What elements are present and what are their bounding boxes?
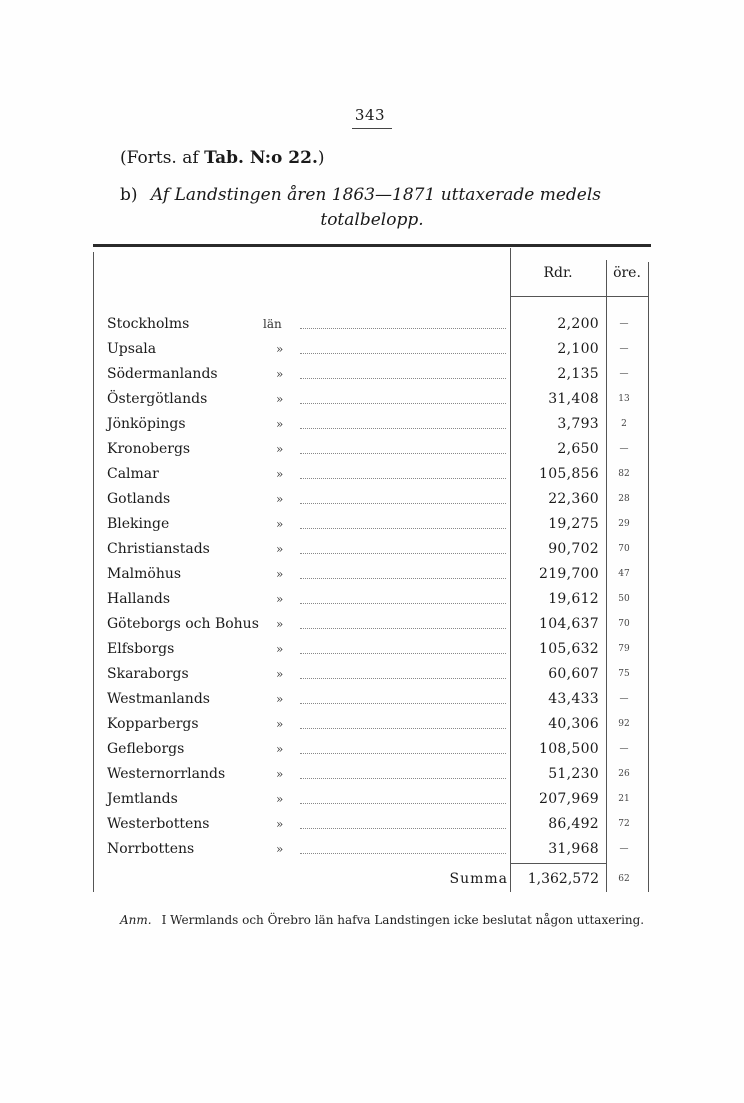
ore-value: 2: [621, 419, 627, 429]
county-name: Hallands: [107, 591, 171, 607]
footnote: [120, 912, 660, 929]
leader-dots: [300, 437, 506, 454]
leader-dots: [300, 487, 506, 504]
ditto-mark: »: [276, 667, 284, 681]
rdr-value: 3,793: [557, 416, 599, 432]
leader-dots: [300, 787, 506, 804]
table-row: [0, 687, 744, 712]
header-rdr: Rdr.: [543, 265, 573, 281]
leader-dots: [300, 587, 506, 604]
ore-value: 75: [618, 669, 630, 679]
rdr-value: 22,360: [548, 491, 599, 507]
leader-dots: [300, 412, 506, 429]
rdr-value: 31,408: [548, 391, 599, 407]
leader-dots: [300, 462, 506, 479]
rdr-value: 31,968: [548, 841, 599, 857]
summa-rule: [510, 863, 606, 864]
county-name: Gotlands: [107, 491, 171, 507]
rdr-value: 2,650: [557, 441, 599, 457]
ditto-mark: »: [276, 642, 284, 656]
rdr-value: 19,612: [548, 591, 599, 607]
ore-value: —: [619, 694, 629, 704]
ditto-mark: »: [276, 392, 284, 406]
leader-dots: [300, 687, 506, 704]
table-row: [0, 362, 744, 387]
ore-value: —: [619, 369, 629, 379]
ore-value: —: [619, 344, 629, 354]
page-number-rule: [352, 128, 392, 129]
rdr-value: 2,200: [557, 316, 599, 332]
ore-value: 82: [618, 469, 630, 479]
county-name: Elfsborgs: [107, 641, 175, 657]
county-name: Westernorrlands: [107, 766, 226, 782]
rdr-value: 90,702: [548, 541, 599, 557]
rdr-value: 19,275: [548, 516, 599, 532]
ore-value: 70: [618, 544, 630, 554]
leader-dots: [300, 537, 506, 554]
county-name: Södermanlands: [107, 366, 218, 382]
ore-value: —: [619, 444, 629, 454]
ditto-mark: »: [276, 767, 284, 781]
ore-value: 26: [618, 769, 630, 779]
table-row: [0, 587, 744, 612]
table-top-rule: [93, 244, 651, 247]
footnote-text: I Wermlands och Örebro län hafva Landstingen icke beslutat någon uttaxering.: [161, 913, 645, 927]
table-row: [0, 812, 744, 837]
ditto-mark: »: [276, 517, 284, 531]
leader-dots: [300, 662, 506, 679]
ditto-mark: »: [276, 542, 284, 556]
leader-dots: [300, 362, 506, 379]
page-number: 343: [354, 106, 386, 124]
rdr-value: 105,856: [539, 466, 599, 482]
ditto-mark: »: [276, 367, 284, 381]
continuation-suffix: ): [317, 148, 325, 168]
footnote-label: Anm.: [120, 913, 152, 927]
ore-value: 79: [618, 644, 630, 654]
ore-value: 13: [618, 394, 630, 404]
ore-value: 29: [618, 519, 630, 529]
ditto-mark: »: [276, 567, 284, 581]
rdr-value: 40,306: [548, 716, 599, 732]
ditto-mark: »: [276, 742, 284, 756]
table-row: [0, 387, 744, 412]
ditto-mark: »: [276, 817, 284, 831]
continuation-heading: [120, 148, 325, 168]
table-row: [0, 762, 744, 787]
county-name: Calmar: [107, 466, 159, 482]
caption-line-2: totalbelopp.: [320, 210, 424, 230]
ore-value: 50: [618, 594, 630, 604]
ore-value: 47: [618, 569, 630, 579]
county-name: Göteborgs och Bohus: [107, 616, 259, 632]
rdr-value: 43,433: [548, 691, 599, 707]
county-name: Jönköpings: [107, 416, 186, 432]
table-row: [0, 512, 744, 537]
rdr-value: 108,500: [539, 741, 599, 757]
rdr-value: 2,100: [557, 341, 599, 357]
county-name: Kronobergs: [107, 441, 191, 457]
continuation-prefix: (Forts. af: [120, 148, 205, 168]
ore-value: —: [619, 844, 629, 854]
table-row: [0, 662, 744, 687]
rdr-value: 219,700: [539, 566, 599, 582]
ore-value: 72: [618, 819, 630, 829]
leader-dots: [300, 837, 506, 854]
header-rule: [510, 296, 648, 297]
ditto-mark: »: [276, 717, 284, 731]
county-name: Skaraborgs: [107, 666, 189, 682]
lan-label: län: [263, 317, 282, 331]
ditto-mark: »: [276, 592, 284, 606]
county-name: Kopparbergs: [107, 716, 199, 732]
county-name: Gefleborgs: [107, 741, 185, 757]
table-row: [0, 637, 744, 662]
caption-line-1: [120, 185, 601, 205]
leader-dots: [300, 337, 506, 354]
leader-dots: [300, 637, 506, 654]
ore-value: 21: [618, 794, 630, 804]
county-name: Östergötlands: [107, 391, 208, 407]
ore-value: 70: [618, 619, 630, 629]
table-row: [0, 612, 744, 637]
table-row: [0, 837, 744, 862]
rdr-value: 207,969: [539, 791, 599, 807]
county-name: Christianstads: [107, 541, 210, 557]
ditto-mark: »: [276, 842, 284, 856]
ditto-mark: »: [276, 692, 284, 706]
county-name: Westerbottens: [107, 816, 210, 832]
ore-value: —: [619, 744, 629, 754]
rdr-value: 2,135: [557, 366, 599, 382]
table-row: [0, 537, 744, 562]
summa-rdr: 1,362,572: [527, 871, 599, 887]
leader-dots: [300, 812, 506, 829]
county-name: Upsala: [107, 341, 157, 357]
leader-dots: [300, 387, 506, 404]
leader-dots: [300, 312, 506, 329]
table-row: [0, 312, 744, 337]
rdr-value: 60,607: [548, 666, 599, 682]
ditto-mark: »: [276, 417, 284, 431]
ore-value: 28: [618, 494, 630, 504]
ditto-mark: »: [276, 442, 284, 456]
leader-dots: [300, 512, 506, 529]
county-name: Norrbottens: [107, 841, 195, 857]
rdr-value: 104,637: [539, 616, 599, 632]
rdr-value: 105,632: [539, 641, 599, 657]
county-name: Blekinge: [107, 516, 170, 532]
caption-text: Af Landstingen åren 1863—1871 uttaxerade medels: [150, 185, 601, 205]
leader-dots: [300, 712, 506, 729]
rdr-value: 51,230: [548, 766, 599, 782]
table-row: [0, 562, 744, 587]
table-row: [0, 462, 744, 487]
leader-dots: [300, 737, 506, 754]
leader-dots: [300, 762, 506, 779]
summa-label: Summa: [449, 871, 508, 887]
caption-label: b): [120, 185, 138, 205]
summa-ore: 62: [618, 874, 630, 884]
ditto-mark: »: [276, 617, 284, 631]
summa-row: [0, 866, 744, 892]
header-ore: öre.: [613, 265, 641, 281]
ditto-mark: »: [276, 492, 284, 506]
table-row: [0, 787, 744, 812]
table-row: [0, 337, 744, 362]
county-name: Jemtlands: [107, 791, 178, 807]
county-name: Stockholms: [107, 316, 190, 332]
ditto-mark: »: [276, 792, 284, 806]
table-row: [0, 487, 744, 512]
table-row: [0, 712, 744, 737]
rdr-value: 86,492: [548, 816, 599, 832]
table-row: [0, 437, 744, 462]
table-row: [0, 737, 744, 762]
table-reference: Tab. N:o 22.: [204, 148, 318, 168]
ore-value: —: [619, 319, 629, 329]
leader-dots: [300, 612, 506, 629]
county-name: Malmöhus: [107, 566, 182, 582]
table-row: [0, 412, 744, 437]
ore-value: 92: [618, 719, 630, 729]
county-name: Westmanlands: [107, 691, 210, 707]
leader-dots: [300, 562, 506, 579]
ditto-mark: »: [276, 467, 284, 481]
ditto-mark: »: [276, 342, 284, 356]
